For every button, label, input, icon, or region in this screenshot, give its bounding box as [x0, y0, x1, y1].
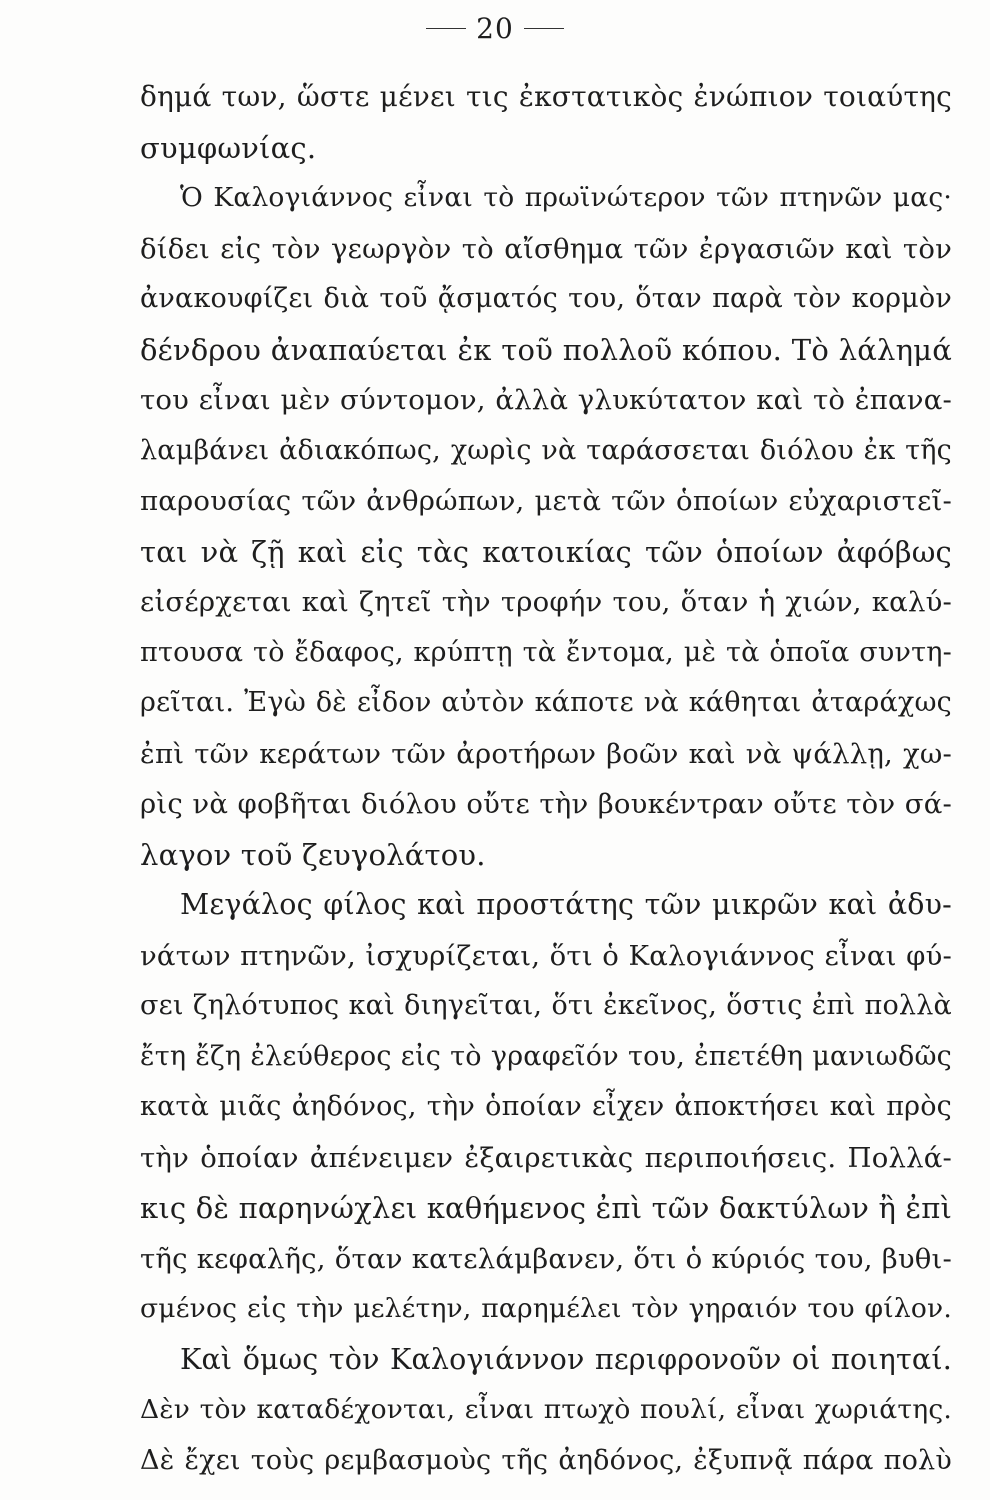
text-line: κις δὲ παρηνώχλει καθήμενος ἐπὶ τῶν δακτύλων ἢ ἐπὶ [140, 1191, 953, 1225]
text-line: τῆς κεφαλῆς, ὅταν κατελάμβανεν, ὅτι ὁ κύριός του, βυθι- [140, 1242, 952, 1275]
text-line: πτουσα τὸ ἔδαφος, κρύπτῃ τὰ ἔντομα, μὲ τὰ ὁποῖα συντη- [140, 636, 952, 668]
right-dash [524, 28, 564, 29]
text-line: του εἶναι μὲν σύντομον, ἀλλὰ γλυκύτατον καὶ τὸ ἐπανα- [140, 384, 952, 416]
text-line: συμφωνίας. [140, 130, 317, 165]
text-line: κατὰ μιᾶς ἀηδόνος, τὴν ὁποίαν εἶχεν ἀποκτήσει καὶ πρὸς [140, 1091, 952, 1122]
page-header [0, 12, 990, 45]
text-line: λαγον τοῦ ζευγολάτου. [140, 837, 486, 872]
text-line: Καὶ ὅμως τὸν Καλογιάννον περιφρονοῦν οἱ ποιηταί. [180, 1342, 952, 1376]
page-number: 20 [476, 12, 514, 45]
text-line: ρὶς νὰ φοβῆται διόλου οὔτε τὴν βουκέντραν οὔτε τὸν σά- [140, 788, 952, 820]
text-line: σμένος εἰς τὴν μελέτην, παρημέλει τὸν γηραιόν του φίλον. [140, 1293, 952, 1324]
text-line: Ὁ Καλογιάννος εἶναι τὸ πρωϊνώτερον τῶν πτηνῶν μας· [180, 182, 952, 213]
text-line: Δὲν τὸν καταδέχονται, εἶναι πτωχὸ πουλί, εἶναι χωριάτης. [140, 1394, 952, 1425]
text-line: δίδει εἰς τὸν γεωργὸν τὸ αἴσθημα τῶν ἐργασιῶν καὶ τὸν [140, 232, 952, 265]
text-line: σει ζηλότυπος καὶ διηγεῖται, ὅτι ἐκεῖνος, ὅστις ἐπὶ πολλὰ [140, 990, 952, 1021]
text-line: ρεῖται. Ἐγὼ δὲ εἶδον αὐτὸν κάποτε νὰ κάθηται ἀταράχως [140, 687, 952, 718]
text-line: ἐπὶ τῶν κεράτων τῶν ἀροτήρων βοῶν καὶ νὰ ψάλλῃ, χω- [140, 737, 952, 770]
text-line: εἰσέρχεται καὶ ζητεῖ τὴν τροφήν του, ὅταν ἡ χιών, καλύ- [140, 586, 952, 618]
text-line: δημά των, ὥστε μένει τις ἐκστατικὸς ἐνώπιον τοιαύτης [140, 80, 952, 113]
text-line: τὴν ὁποίαν ἀπένειμεν ἐξαιρετικὰς περιποιήσεις. Πολλά- [140, 1141, 952, 1174]
left-dash [426, 28, 466, 29]
text-line: Μεγάλος φίλος καὶ προστάτης τῶν μικρῶν καὶ ἀδυ- [180, 888, 952, 921]
text-line: ἀνακουφίζει διὰ τοῦ ᾄσματός του, ὅταν παρὰ τὸν κορμὸν [140, 283, 952, 314]
text-line: λαμβάνει ἀδιακόπως, χωρὶς νὰ ταράσσεται διόλου ἐκ τῆς [140, 434, 952, 466]
text-line: παρουσίας τῶν ἀνθρώπων, μετὰ τῶν ὁποίων εὐχαριστεῖ- [140, 485, 952, 517]
text-line: Δὲ ἔχει τοὺς ρεμβασμοὺς τῆς ἀηδόνος, ἐξυπνᾷ πάρα πολὺ [140, 1444, 952, 1476]
text-line: ἔτη ἔζη ἐλεύθερος εἰς τὸ γραφεῖόν του, ἐπετέθη μανιωδῶς [140, 1040, 952, 1072]
page-body-text [140, 72, 952, 1486]
text-line: ται νὰ ζῇ καὶ εἰς τὰς κατοικίας τῶν ὁποίων ἀφόβως [140, 534, 952, 569]
text-line: δένδρου ἀναπαύεται ἐκ τοῦ πολλοῦ κόπου. Τὸ λάλημά [140, 332, 952, 367]
text-line: νάτων πτηνῶν, ἰσχυρίζεται, ὅτι ὁ Καλογιάννος εἶναι φύ- [140, 939, 952, 972]
